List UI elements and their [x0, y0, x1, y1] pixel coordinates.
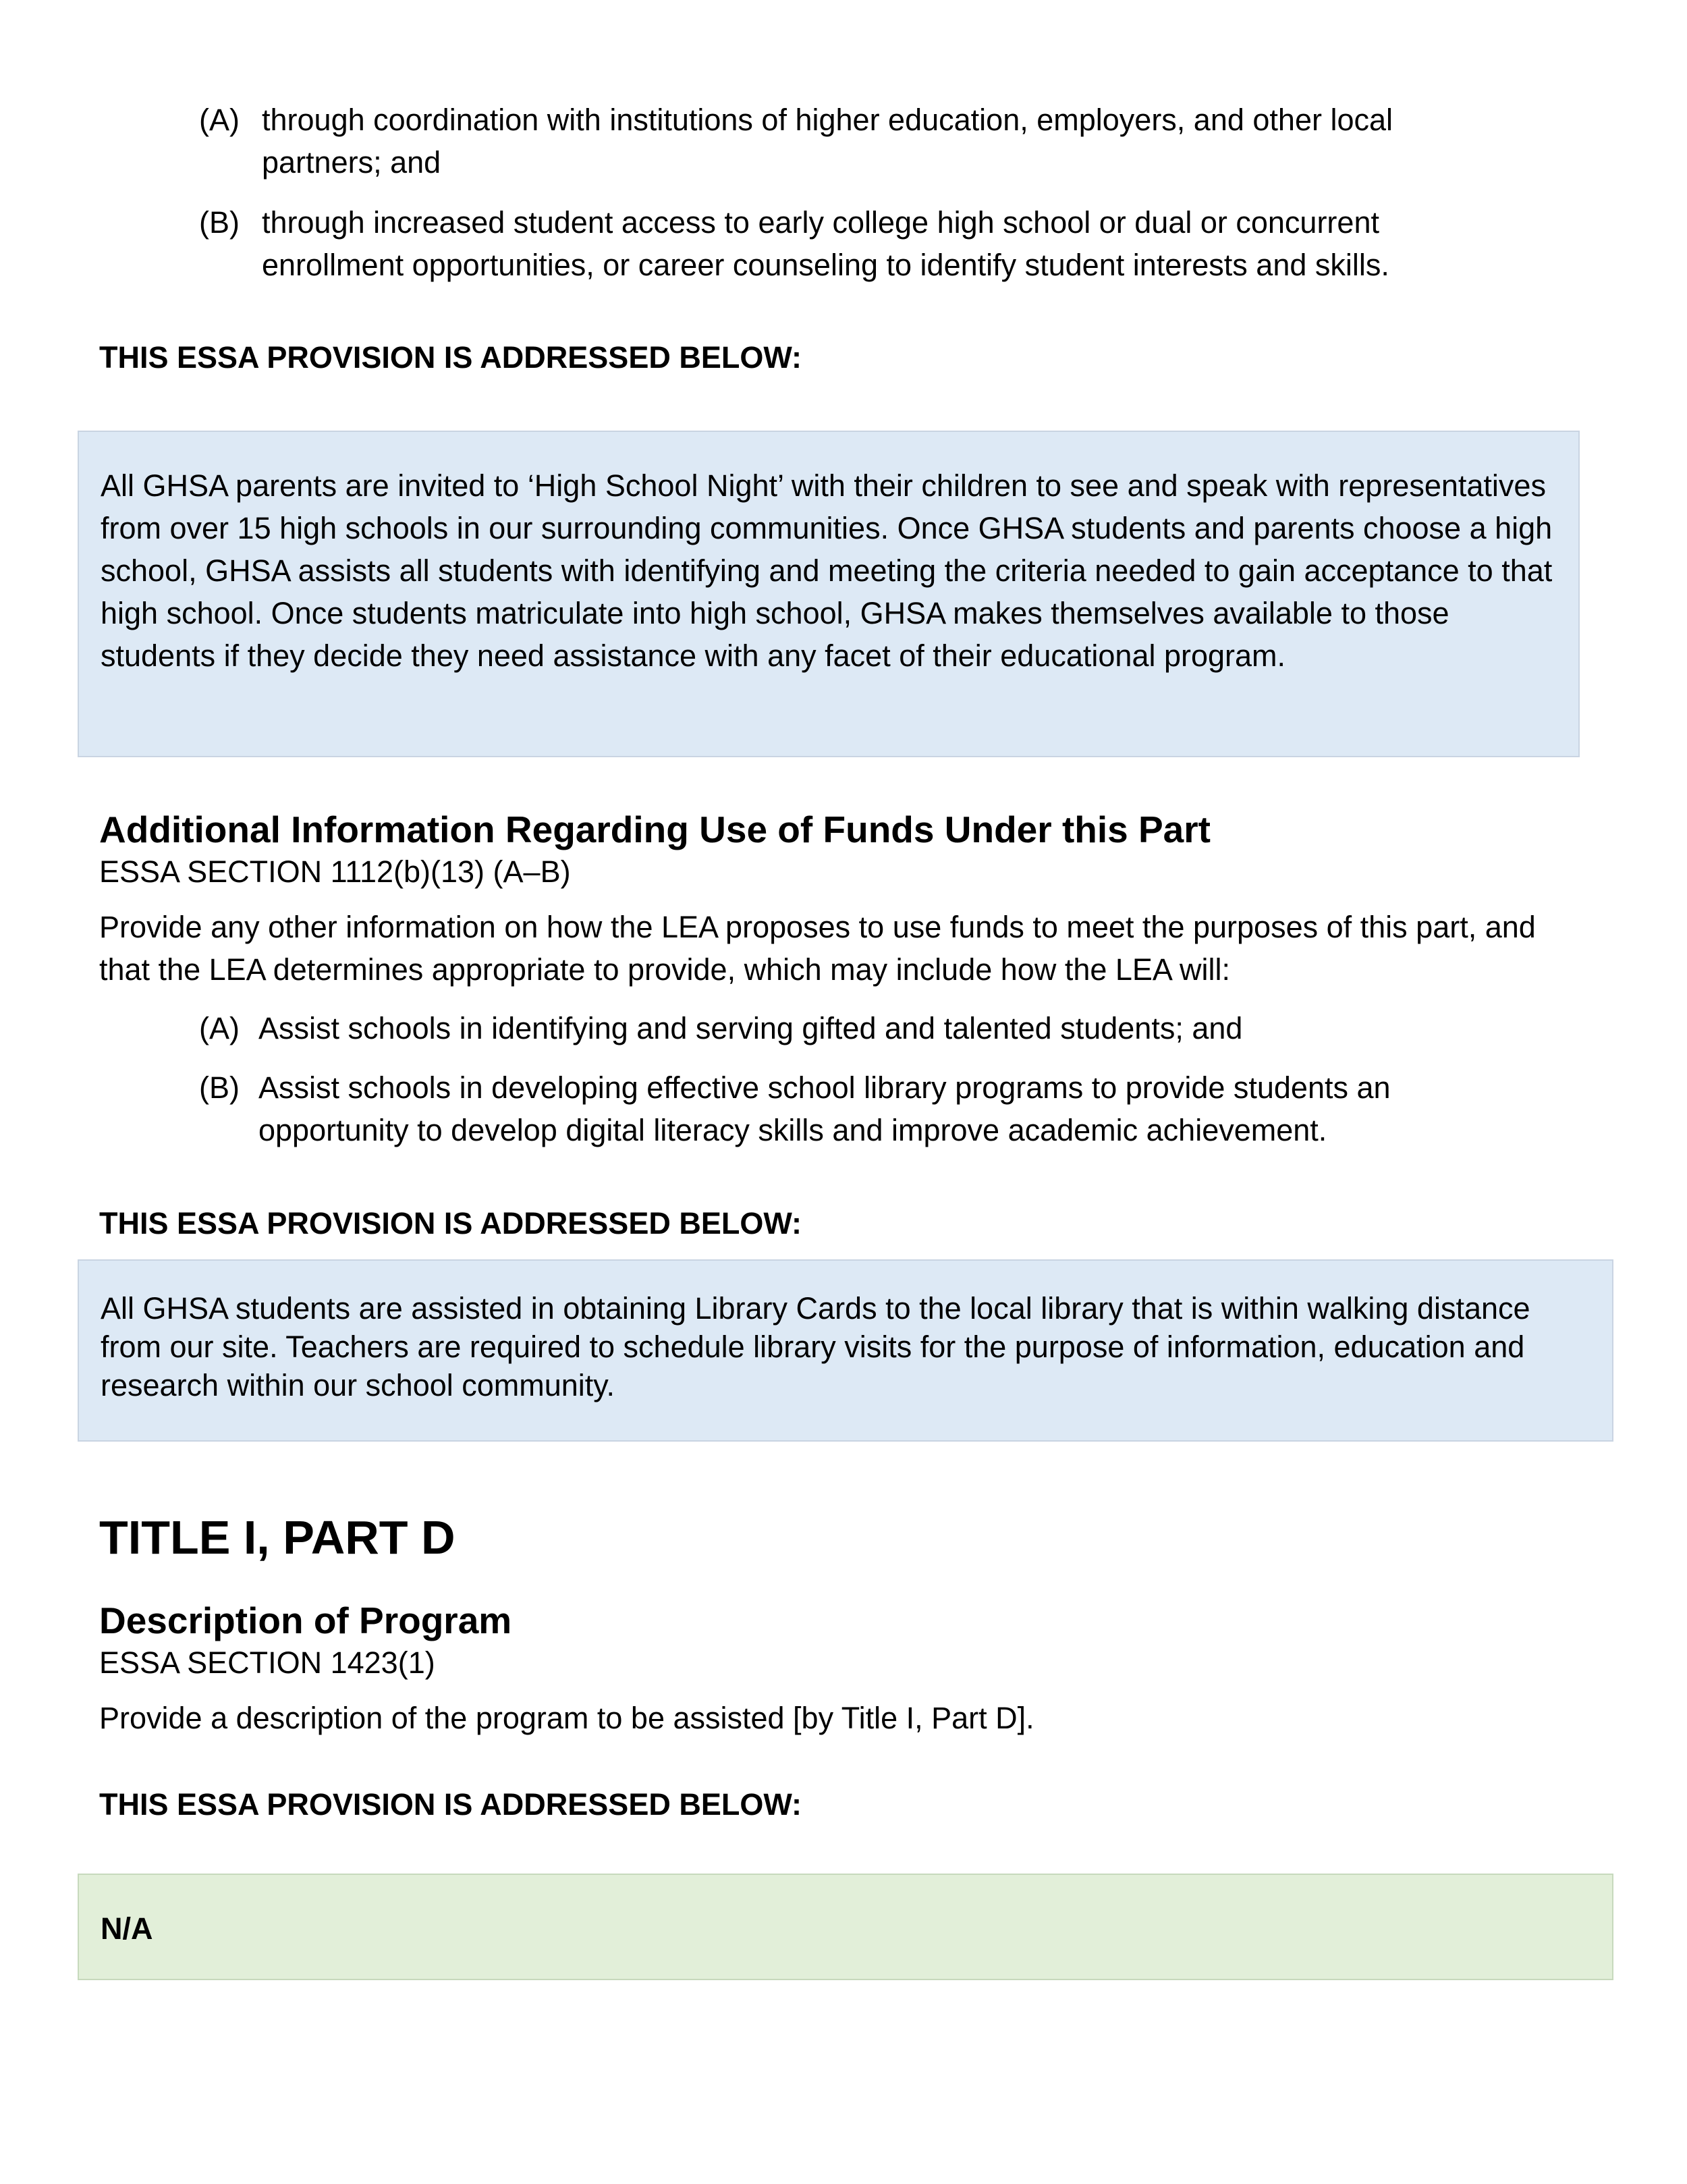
list-item-text: Assist schools in developing effective school library programs to provide students an opportunity to develop digital literacy skills and improve academic achievement. [258, 1070, 1391, 1147]
section-code: ESSA SECTION 1423(1) [99, 1645, 435, 1680]
list-marker: (B) [199, 1070, 240, 1105]
list-marker: (A) [199, 103, 240, 137]
title-heading: TITLE I, PART D [99, 1511, 455, 1564]
section-heading-additional-info: Additional Information Regarding Use of Funds Under this Part [99, 809, 1211, 850]
section-prompt: Provide any other information on how the LEA proposes to use funds to meet the purposes of this part, and that the LEA determines appropriate to provide, which may include how the LEA will: [99, 910, 1536, 987]
provision-label: THIS ESSA PROVISION IS ADDRESSED BELOW: [99, 1206, 802, 1240]
provision-label: THIS ESSA PROVISION IS ADDRESSED BELOW: [99, 340, 802, 375]
list-marker: (A) [199, 1011, 240, 1045]
response-box-1 [78, 431, 1580, 757]
list-item-text: Assist schools in identifying and serving gifted and talented students; and [258, 1011, 1243, 1045]
list-item-b [199, 1066, 1515, 1154]
response-text-3: N/A [101, 1911, 153, 1946]
list-item-text: through coordination with institutions of higher education, employers, and other local partners; and [262, 103, 1393, 180]
list-item-a [199, 99, 1515, 186]
list-item-b [199, 201, 1515, 289]
response-text-2: All GHSA students are assisted in obtaining Library Cards to the local library that is within walking distance from our site. Teachers are required to schedule library visits for the purpose of information, education and research within our school community. [101, 1291, 1530, 1402]
section-prompt: Provide a description of the program to be assisted [by Title I, Part D]. [99, 1701, 1034, 1735]
provision-label: THIS ESSA PROVISION IS ADDRESSED BELOW: [99, 1787, 802, 1822]
response-box-3 [78, 1874, 1613, 1980]
section-code: ESSA SECTION 1112(b)(13) (A–B) [99, 854, 571, 889]
list-item-a [199, 1007, 1515, 1052]
response-box-2 [78, 1259, 1613, 1442]
response-text-1: All GHSA parents are invited to ‘High School Night’ with their children to see and speak with representatives from over 15 high schools in our surrounding communities. Once GHSA students and parents choose a high school, GHSA assists all students with identifying and meeting the criteria needed to gain acceptance to that high school. Once students matriculate into high school, GHSA makes themselves available to those students if they decide they need assistance with any facet of their educational program. [101, 468, 1553, 673]
section-heading-description: Description of Program [99, 1600, 512, 1641]
list-marker: (B) [199, 205, 240, 240]
list-item-text: through increased student access to early college high school or dual or concurrent enrollment opportunities, or career counseling to identify student interests and skills. [262, 205, 1389, 282]
